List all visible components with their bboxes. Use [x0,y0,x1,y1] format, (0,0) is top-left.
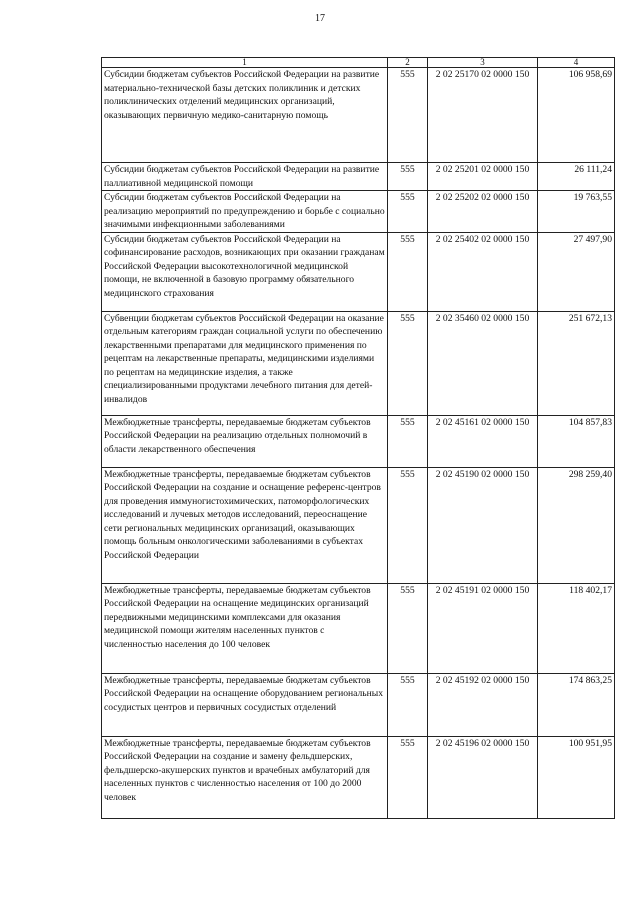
table-row [102,467,615,583]
row-admin-code: 555 [388,673,428,736]
table-row [102,673,615,736]
row-budget-code: 2 02 45161 02 0000 150 [428,415,538,467]
table-row [102,163,615,191]
row-budget-code: 2 02 25170 02 0000 150 [428,68,538,163]
row-amount: 19 763,55 [538,191,615,233]
table-row [102,232,615,311]
page-number: 17 [315,13,325,24]
row-name: Межбюджетные трансферты, передаваемые бюджетам субъектов Российской Федерации на оснащение оборудованием региональных сосудистых центров и первичных сосудистых отделений [102,673,388,736]
header-col-3: 3 [428,58,538,68]
table-row [102,415,615,467]
row-budget-code: 2 02 45190 02 0000 150 [428,467,538,583]
header-col-2: 2 [388,58,428,68]
row-amount: 26 111,24 [538,163,615,191]
row-admin-code: 555 [388,232,428,311]
row-admin-code: 555 [388,163,428,191]
header-col-1: 1 [102,58,388,68]
table-row [102,68,615,163]
row-budget-code: 2 02 35460 02 0000 150 [428,311,538,415]
row-name: Субсидии бюджетам субъектов Российской Федерации на реализацию мероприятий по предупреждению и борьбе с социально значимыми инфекционными заболеваниями [102,191,388,233]
row-name: Субсидии бюджетам субъектов Российской Федерации на развитие материально-технической базы детских поликлиник и детских поликлинических отделений медицинских организаций, оказывающих первичную медико-санитарную помощь [102,68,388,163]
table-row [102,311,615,415]
row-name: Субсидии бюджетам субъектов Российской Федерации на развитие паллиативной медицинской помощи [102,163,388,191]
header-col-4: 4 [538,58,615,68]
row-name: Субвенции бюджетам субъектов Российской Федерации на оказание отдельным категориям граждан социальной услуги по обеспечению лекарственными препаратами для медицинского применения по рецептам на лекарственные препараты, медицинскими изделиями по рецептам на медицинские изделия, а также специализированными продуктами лечебного питания для детей-инвалидов [102,311,388,415]
row-budget-code: 2 02 25202 02 0000 150 [428,191,538,233]
row-admin-code: 555 [388,311,428,415]
row-amount: 104 857,83 [538,415,615,467]
table-row [102,191,615,233]
row-admin-code: 555 [388,415,428,467]
row-name: Межбюджетные трансферты, передаваемые бюджетам субъектов Российской Федерации на реализацию отдельных полномочий в области лекарственного обеспечения [102,415,388,467]
row-name: Субсидии бюджетам субъектов Российской Федерации на софинансирование расходов, возникающих при оказании гражданам Российской Федерации высокотехнологичной медицинской помощи, не включенной в базовую программу обязательного медицинского страхования [102,232,388,311]
row-admin-code: 555 [388,583,428,673]
row-amount: 298 259,40 [538,467,615,583]
table-row [102,583,615,673]
row-budget-code: 2 02 45191 02 0000 150 [428,583,538,673]
row-amount: 100 951,95 [538,736,615,818]
header-row [102,58,615,68]
row-name: Межбюджетные трансферты, передаваемые бюджетам субъектов Российской Федерации на создание и оснащение референс-центров для проведения иммуногистохимических, патоморфологических исследований и лучевых методов исследований, переоснащение сети региональных медицинских организаций, оказывающих помощь больным онкологическими заболеваниями в субъектах Российской Федерации [102,467,388,583]
row-budget-code: 2 02 45196 02 0000 150 [428,736,538,818]
row-amount: 27 497,90 [538,232,615,311]
row-amount: 251 672,13 [538,311,615,415]
row-admin-code: 555 [388,467,428,583]
budget-revenue-table [101,57,615,819]
row-admin-code: 555 [388,191,428,233]
row-amount: 174 863,25 [538,673,615,736]
row-name: Межбюджетные трансферты, передаваемые бюджетам субъектов Российской Федерации на создание и замену фельдшерских, фельдшерско-акушерских пунктов и врачебных амбулаторий для населенных пунктов с численностью населения от 100 до 2000 человек [102,736,388,818]
row-name: Межбюджетные трансферты, передаваемые бюджетам субъектов Российской Федерации на оснащение медицинских организаций передвижными медицинскими комплексами для оказания медицинской помощи жителям населенных пунктов с численностью населения до 100 человек [102,583,388,673]
table-row [102,736,615,818]
row-admin-code: 555 [388,736,428,818]
row-amount: 106 958,69 [538,68,615,163]
row-admin-code: 555 [388,68,428,163]
row-amount: 118 402,17 [538,583,615,673]
row-budget-code: 2 02 25201 02 0000 150 [428,163,538,191]
row-budget-code: 2 02 45192 02 0000 150 [428,673,538,736]
row-budget-code: 2 02 25402 02 0000 150 [428,232,538,311]
